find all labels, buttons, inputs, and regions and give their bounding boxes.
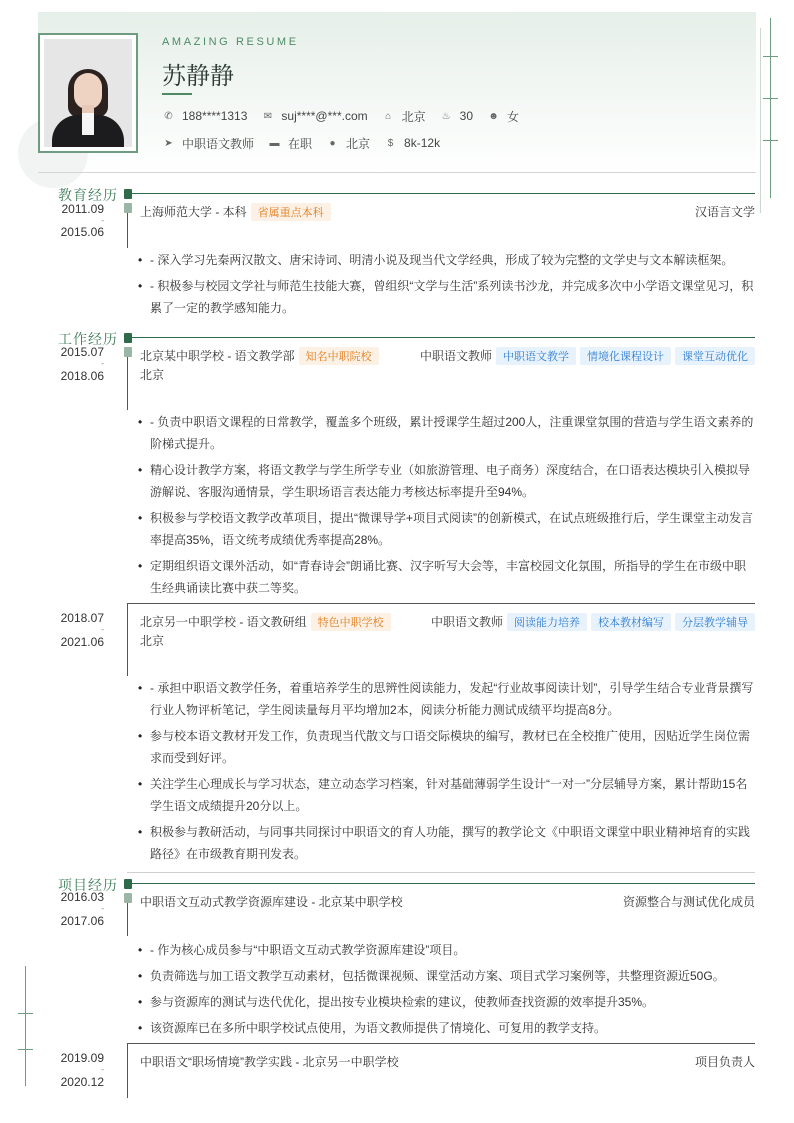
section-title-work: 工作经历 xyxy=(58,331,118,347)
work-bullets xyxy=(138,411,755,603)
timeline-line xyxy=(127,1043,128,1098)
contact-gender: ☻ 女 xyxy=(488,109,520,124)
school-tag: 知名中职院校 xyxy=(299,347,379,365)
list-item: • 定期组织语文课外活动，如“青春诗会”朗诵比赛、汉字听写大会等，丰富校园文化氛围，所指导的学生在市级中职生经典诵读比赛中获二等奖。 xyxy=(138,555,755,599)
section-node xyxy=(124,189,132,199)
school-tag: 特色中职学校 xyxy=(311,613,391,631)
decorative-line xyxy=(760,28,761,213)
section-node xyxy=(124,879,132,889)
decorative-tick xyxy=(18,1013,33,1014)
date-start: 2018.07 xyxy=(60,611,104,625)
entry-node xyxy=(124,893,132,903)
money-icon: $ xyxy=(387,137,394,149)
contact-email: ✉ suj****@***.com xyxy=(261,109,367,123)
phone-icon: ✆ xyxy=(164,110,173,122)
contact-phone: ✆ 188****1313 xyxy=(162,109,247,123)
work-entry-header xyxy=(140,613,755,631)
skill-tag: 阅读能力培养 xyxy=(507,613,587,631)
intention-city: ● 北京 xyxy=(326,135,370,152)
date-end: 2015.06 xyxy=(60,225,104,239)
date-start: 2016.03 xyxy=(60,890,104,904)
skill-tag: 情境化课程设计 xyxy=(580,347,671,365)
decorative-tick xyxy=(763,140,778,141)
intention-row xyxy=(162,133,454,153)
entry-org: 上海师范大学 - 本科 省属重点本科 xyxy=(140,203,331,221)
portrait-image xyxy=(44,39,132,147)
list-item: • 该资源库已在多所中职学校试点使用，为语文教师提供了情境化、可复用的教学支持。 xyxy=(138,1017,755,1039)
list-item: • 负责筛选与加工语文教学互动素材，包括微课视频、课堂活动方案、项目式学习案例等，共整理资源近50G。 xyxy=(138,965,755,987)
date-start: 2011.09 xyxy=(61,202,104,216)
entry-role-skills: 中职语文教师 中职语文教学 情境化课程设计 课堂互动优化 xyxy=(420,347,755,365)
work-entry-header xyxy=(140,347,755,365)
section-title-education: 教育经历 xyxy=(58,187,118,203)
list-item: • 参与校本语文教材开发工作，负责现当代散文与口语交际模块的编写，教材已在全校推广使用，因贴近学生岗位需求而受到好评。 xyxy=(138,725,755,769)
contact-age: ♨ 30 xyxy=(440,109,473,123)
school-tag: 省属重点本科 xyxy=(251,203,331,221)
face-icon: ☻ xyxy=(488,110,499,122)
mail-icon: ✉ xyxy=(263,110,273,122)
entry-org: 北京某中职学校 - 语文教学部 知名中职院校 xyxy=(140,347,379,365)
section-title-projects: 项目经历 xyxy=(58,877,118,893)
cake-icon: ♨ xyxy=(441,110,451,122)
briefcase-icon: ▬ xyxy=(269,137,280,149)
intention-status: ▬ 在职 xyxy=(269,136,313,151)
date-separator: - xyxy=(101,359,104,368)
entry-divider xyxy=(127,603,755,604)
date-end: 2018.06 xyxy=(60,369,104,383)
candidate-name: 苏静静 xyxy=(162,63,234,90)
date-start: 2019.09 xyxy=(60,1051,104,1065)
timeline-line xyxy=(127,213,128,248)
section-line xyxy=(132,337,755,338)
list-item: • 参与资源库的测试与迭代优化，提出按专业模块检索的建议，使教师查找资源的效率提升35%。 xyxy=(138,991,755,1013)
skill-tag: 分层教学辅导 xyxy=(675,613,755,631)
date-start: 2015.07 xyxy=(60,345,104,359)
list-item: • - 深入学习先秦两汉散文、唐宋诗词、明清小说及现当代文学经典，形成了较为完整的文学史与文本解读框架。 xyxy=(138,249,755,271)
list-item: • 关注学生心理成长与学习状态，建立动态学习档案，针对基础薄弱学生设计“一对一”分层辅导方案，累计帮助15名学生语文成绩提升20分以上。 xyxy=(138,773,755,817)
date-end: 2017.06 xyxy=(60,914,104,928)
entry-org: 北京另一中职学校 - 语文教研组 特色中职学校 xyxy=(140,613,391,631)
project-entry-header xyxy=(140,893,755,911)
timeline-line xyxy=(127,603,128,676)
decorative-tick xyxy=(18,1049,33,1050)
entry-role: 项目负责人 xyxy=(694,1055,755,1069)
work-bullets xyxy=(138,677,755,869)
list-item: • 精心设计教学方案，将语文教学与学生所学专业（如旅游管理、电子商务）深度结合，在口语表达模块引入模拟导游解说、客服沟通情景，学生职场语言表达能力考核达标率提升至94%。 xyxy=(138,459,755,503)
timeline-line xyxy=(127,357,128,410)
list-item: • - 承担中职语文教学任务，着重培养学生的思辨性阅读能力，发起“行业故事阅读计划”，引导学生结合专业背景撰写行业人物评析笔记，学生阅读量每月平均增加2本，阅读分析能力测试成绩平均提高8分。 xyxy=(138,677,755,721)
name-underline xyxy=(162,93,192,95)
entry-major: 汉语言文学 xyxy=(694,205,755,219)
education-bullets xyxy=(138,249,755,323)
list-item: • - 负责中职语文课程的日常教学，覆盖多个班级，累计授课学生超过200人，注重课堂氛围的营造与学生语文素养的阶梯式提升。 xyxy=(138,411,755,455)
skill-tag: 中职语文教学 xyxy=(496,347,576,365)
header-divider xyxy=(38,172,756,173)
project-entry-header xyxy=(140,1053,755,1071)
brand-label: AMAZING RESUME xyxy=(162,36,299,48)
date-separator: - xyxy=(101,625,104,634)
date-end: 2021.06 xyxy=(60,635,104,649)
date-separator: - xyxy=(101,216,104,225)
entry-org: 中职语文“职场情境”教学实践 - 北京另一中职学校 xyxy=(140,1055,399,1069)
contact-city: ⌂ 北京 xyxy=(382,108,426,125)
education-entry-header xyxy=(140,203,755,221)
entry-role-skills: 中职语文教师 阅读能力培养 校本教材编写 分层教学辅导 xyxy=(431,613,755,631)
section-line xyxy=(132,883,755,884)
decorative-tick xyxy=(763,56,778,57)
send-icon: ➤ xyxy=(164,137,173,149)
entry-divider xyxy=(127,1043,755,1044)
list-item: • 积极参与教研活动，与同事共同探讨中职语文的育人功能，撰写的教学论文《中职语文课堂中职业精神培育的实践路径》在市级教育期刊发表。 xyxy=(138,821,755,865)
contact-row xyxy=(162,106,533,126)
section-line xyxy=(132,193,755,194)
project-bullets xyxy=(138,939,755,1043)
date-separator: - xyxy=(101,904,104,913)
entry-role: 资源整合与测试优化成员 xyxy=(622,895,755,909)
section-node xyxy=(124,333,132,343)
location-pin-icon: ● xyxy=(329,137,336,149)
list-item: • 积极参与学校语文教学改革项目，提出“微课导学+项目式阅读”的创新模式，在试点班级推行后，学生课堂主动发言率提高35%，语文统考成绩优秀率提高28%。 xyxy=(138,507,755,551)
date-end: 2020.12 xyxy=(60,1075,104,1089)
decorative-line xyxy=(770,18,771,198)
entry-org: 中职语文互动式教学资源库建设 - 北京某中职学校 xyxy=(140,895,403,909)
entry-node xyxy=(124,203,132,213)
intention-position: ➤ 中职语文教师 xyxy=(162,135,254,152)
list-item: • - 积极参与校园文学社与师范生技能大赛，曾组织“文学与生活”系列读书沙龙，并完成多次中小学语文课堂见习，积累了一定的教学感知能力。 xyxy=(138,275,755,319)
decorative-tick xyxy=(763,98,778,99)
section-divider xyxy=(127,872,755,873)
entry-location: 北京 xyxy=(140,634,165,648)
list-item: • - 作为核心成员参与“中职语文互动式教学资源库建设”项目。 xyxy=(138,939,755,961)
entry-node xyxy=(124,347,132,357)
home-icon: ⌂ xyxy=(385,110,392,122)
date-separator: - xyxy=(101,1065,104,1074)
skill-tag: 课堂互动优化 xyxy=(675,347,755,365)
skill-tag: 校本教材编写 xyxy=(591,613,671,631)
timeline-line xyxy=(127,903,128,936)
intention-salary: $ 8k-12k xyxy=(384,136,440,150)
profile-photo xyxy=(38,33,138,153)
decorative-line xyxy=(25,966,26,1086)
entry-location: 北京 xyxy=(140,368,165,382)
